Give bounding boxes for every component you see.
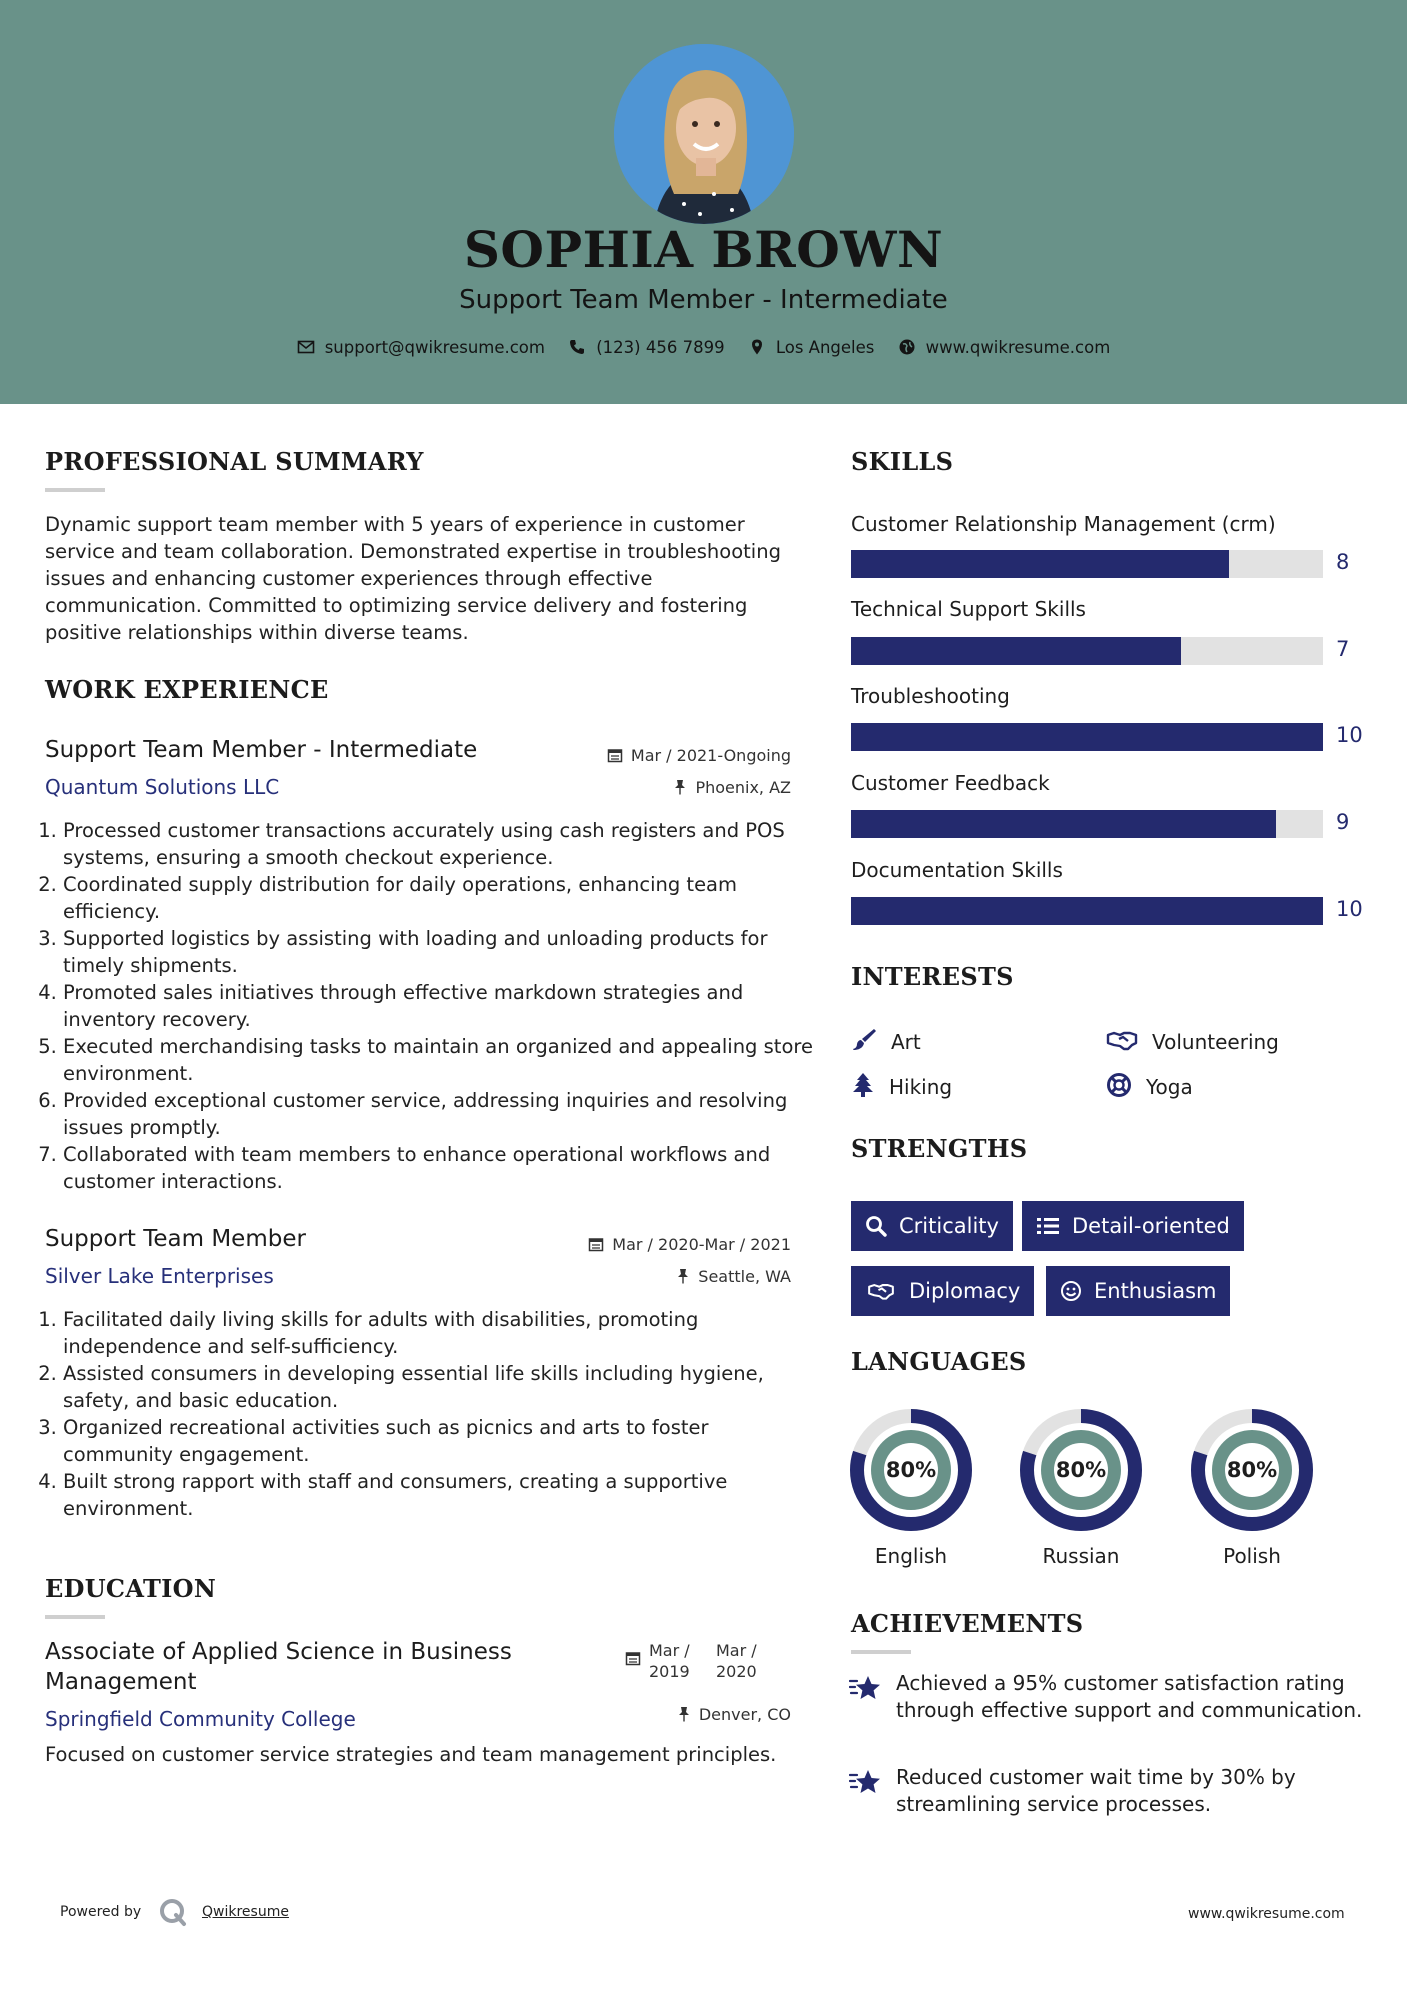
education-description: Focused on customer service strategies and team management principles. (45, 1743, 777, 1766)
summary-text: Dynamic support team member with 5 years of experience in customer service and team collaboration. Demonstrated expertise in troubleshooting issues and enhancing customer experiences through effective communication. Committed to optimizing service delivery and fostering positive relationships within diverse teams. (45, 513, 781, 644)
skill-bar-track (851, 637, 1323, 665)
smile-icon (1060, 1280, 1082, 1302)
calendar-icon (588, 1236, 604, 1252)
language-percent: 80% (885, 1458, 937, 1482)
qwikresume-logo-icon (158, 1897, 188, 1927)
candidate-title: Support Team Member - Intermediate (459, 285, 948, 315)
profile-photo-illustration (614, 44, 794, 224)
contact-phone[interactable] (568, 338, 724, 357)
strength-tag-criticality (851, 1201, 1013, 1251)
experience-heading: WORK EXPERIENCE (45, 675, 329, 704)
summary-underline (45, 488, 105, 492)
contact-location (748, 338, 875, 357)
job-location (673, 778, 791, 797)
footer-url[interactable]: www.qwikresume.com (1188, 1906, 1345, 1922)
language-percent: 80% (1226, 1458, 1278, 1482)
job-duties-list (37, 817, 823, 1195)
footer-brand-link[interactable]: Qwikresume (202, 1904, 289, 1920)
education-location-text: Denver, CO (698, 1705, 791, 1724)
skill-bar-fill (851, 550, 1229, 578)
job-title: Support Team Member (45, 1226, 306, 1252)
skill-name: Customer Feedback (851, 771, 1050, 795)
globe-icon (898, 338, 916, 356)
language-name: Russian (1042, 1544, 1120, 1568)
strength-tag-diplomacy (851, 1266, 1034, 1316)
skill-bar-fill (851, 723, 1323, 751)
skill-bar-fill (851, 637, 1181, 665)
tree-icon (851, 1072, 875, 1098)
interest-yoga (1106, 1072, 1193, 1099)
education-underline (45, 1615, 105, 1619)
strength-label: Enthusiasm (1094, 1279, 1217, 1303)
interest-label: Volunteering (1152, 1030, 1279, 1054)
skill-bar-fill (851, 810, 1276, 838)
skill-bar-track (851, 723, 1323, 751)
education-end (716, 1640, 776, 1682)
duty-item: 5. Executed merchandising tasks to maintain an organized and appealing store environment. (63, 1033, 823, 1087)
skill-name: Troubleshooting (851, 684, 1010, 708)
strength-tag-enthusiasm (1046, 1266, 1230, 1316)
skill-bar-track (851, 897, 1323, 925)
strength-tag-detail-oriented (1022, 1201, 1244, 1251)
job-dates (607, 746, 791, 765)
contact-website-text: www.qwikresume.com (925, 338, 1111, 357)
education-degree-line2: Management (45, 1669, 197, 1695)
pushpin-icon (677, 1706, 691, 1722)
education-start-year: 2019 (649, 1662, 690, 1681)
job-dates-text: Mar / 2020-Mar / 2021 (612, 1235, 791, 1254)
interest-label: Yoga (1146, 1075, 1193, 1099)
job-location-text: Seattle, WA (698, 1267, 791, 1286)
pushpin-icon (673, 779, 687, 795)
job-company: Quantum Solutions LLC (45, 775, 280, 799)
duty-item: 4. Promoted sales initiatives through effective markdown strategies and inventory recovery. (63, 979, 823, 1033)
strength-label: Diplomacy (909, 1279, 1021, 1303)
education-start (649, 1640, 709, 1682)
language-russian (1019, 1408, 1143, 1568)
skill-value: 10 (1336, 723, 1363, 747)
profile-photo (614, 44, 794, 224)
duty-item: 1. Processed customer transactions accurately using cash registers and POS systems, ensuring a smooth checkout experience. (63, 817, 823, 871)
skill-name: Documentation Skills (851, 858, 1063, 882)
lifering-icon (1106, 1072, 1132, 1098)
education-heading: EDUCATION (45, 1574, 217, 1603)
interest-volunteering (1106, 1027, 1279, 1054)
education-end-year: 2020 (716, 1662, 757, 1681)
strengths-heading: STRENGTHS (851, 1134, 1028, 1163)
job-dates (588, 1235, 791, 1254)
paintbrush-icon (851, 1027, 877, 1053)
footer-powered-by: Powered by (60, 1904, 142, 1920)
skill-value: 7 (1336, 637, 1350, 661)
job-location-text: Phoenix, AZ (695, 778, 791, 797)
search-icon (865, 1215, 887, 1237)
skill-value: 8 (1336, 550, 1350, 574)
language-english (849, 1408, 973, 1568)
education-degree (45, 1637, 512, 1697)
education-location (677, 1705, 791, 1724)
contact-bar (0, 337, 1407, 357)
skill-bar-track (851, 550, 1323, 578)
contact-email[interactable] (297, 338, 545, 357)
calendar-icon (625, 1650, 641, 1666)
skill-value: 10 (1336, 897, 1363, 921)
interest-art (851, 1027, 921, 1054)
list-icon (1036, 1215, 1060, 1237)
duty-item: 2. Coordinated supply distribution for daily operations, enhancing team efficiency. (63, 871, 823, 925)
strength-label: Detail-oriented (1072, 1214, 1230, 1238)
phone-icon (568, 338, 586, 356)
language-name: English (874, 1544, 948, 1568)
skill-name: Customer Relationship Management (crm) (851, 512, 1276, 536)
summary-heading: PROFESSIONAL SUMMARY (45, 447, 424, 476)
job-dates-text: Mar / 2021-Ongoing (630, 746, 791, 765)
achievement-item: Achieved a 95% customer satisfaction rating through effective support and communication. (896, 1671, 1363, 1722)
interests-heading: INTERESTS (851, 962, 1014, 991)
contact-phone-text: (123) 456 7899 (596, 338, 725, 357)
achievement-item: Reduced customer wait time by 30% by streamlining service processes. (896, 1765, 1296, 1816)
duty-item: 6. Provided exceptional customer service, addressing inquiries and resolving issues promptly. (63, 1087, 823, 1141)
job-location (676, 1267, 791, 1286)
envelope-icon (297, 338, 315, 356)
handshake-icon (1106, 1027, 1138, 1053)
education-degree-line1: Associate of Applied Science in Business (45, 1639, 512, 1665)
language-name: Polish (1223, 1544, 1281, 1568)
interest-hiking (851, 1072, 952, 1099)
star-award-icon (849, 1768, 883, 1798)
skill-value: 9 (1336, 810, 1350, 834)
interest-label: Art (891, 1030, 921, 1054)
job-company: Silver Lake Enterprises (45, 1264, 274, 1288)
duty-item: 3. Supported logistics by assisting with loading and unloading products for timely shipments. (63, 925, 823, 979)
duty-item: 4. Built strong rapport with staff and consumers, creating a supportive environment. (63, 1468, 823, 1522)
handshake-icon (865, 1280, 897, 1302)
calendar-icon (607, 747, 623, 763)
header-banner (0, 0, 1407, 404)
duty-item: 1. Facilitated daily living skills for adults with disabilities, promoting independence and self-sufficiency. (63, 1306, 823, 1360)
education-start-month: Mar / (649, 1641, 690, 1660)
duty-item: 7. Collaborated with team members to enhance operational workflows and customer interactions. (63, 1141, 823, 1195)
candidate-name: SOPHIA BROWN (463, 220, 944, 279)
skill-name: Technical Support Skills (851, 597, 1086, 621)
skills-heading: SKILLS (851, 447, 954, 476)
skill-bar-fill (851, 897, 1323, 925)
contact-email-text: support@qwikresume.com (324, 338, 545, 357)
education-end-month: Mar / (716, 1641, 757, 1660)
language-polish (1190, 1408, 1314, 1568)
map-pin-icon (748, 338, 766, 356)
language-percent: 80% (1055, 1458, 1107, 1482)
achievements-underline (851, 1650, 911, 1654)
job-duties-list (37, 1306, 823, 1522)
duty-item: 3. Organized recreational activities such as picnics and arts to foster community engagement. (63, 1414, 823, 1468)
job-title: Support Team Member - Intermediate (45, 737, 478, 763)
contact-location-text: Los Angeles (775, 338, 875, 357)
education-school: Springfield Community College (45, 1707, 356, 1731)
contact-website[interactable] (898, 338, 1111, 357)
star-award-icon (849, 1674, 883, 1704)
duty-item: 2. Assisted consumers in developing essential life skills including hygiene, safety, and basic education. (63, 1360, 823, 1414)
languages-heading: LANGUAGES (851, 1347, 1027, 1376)
pushpin-icon (676, 1268, 690, 1284)
achievements-heading: ACHIEVEMENTS (851, 1609, 1084, 1638)
skill-bar-track (851, 810, 1323, 838)
interest-label: Hiking (889, 1075, 953, 1099)
strength-label: Criticality (899, 1214, 999, 1238)
